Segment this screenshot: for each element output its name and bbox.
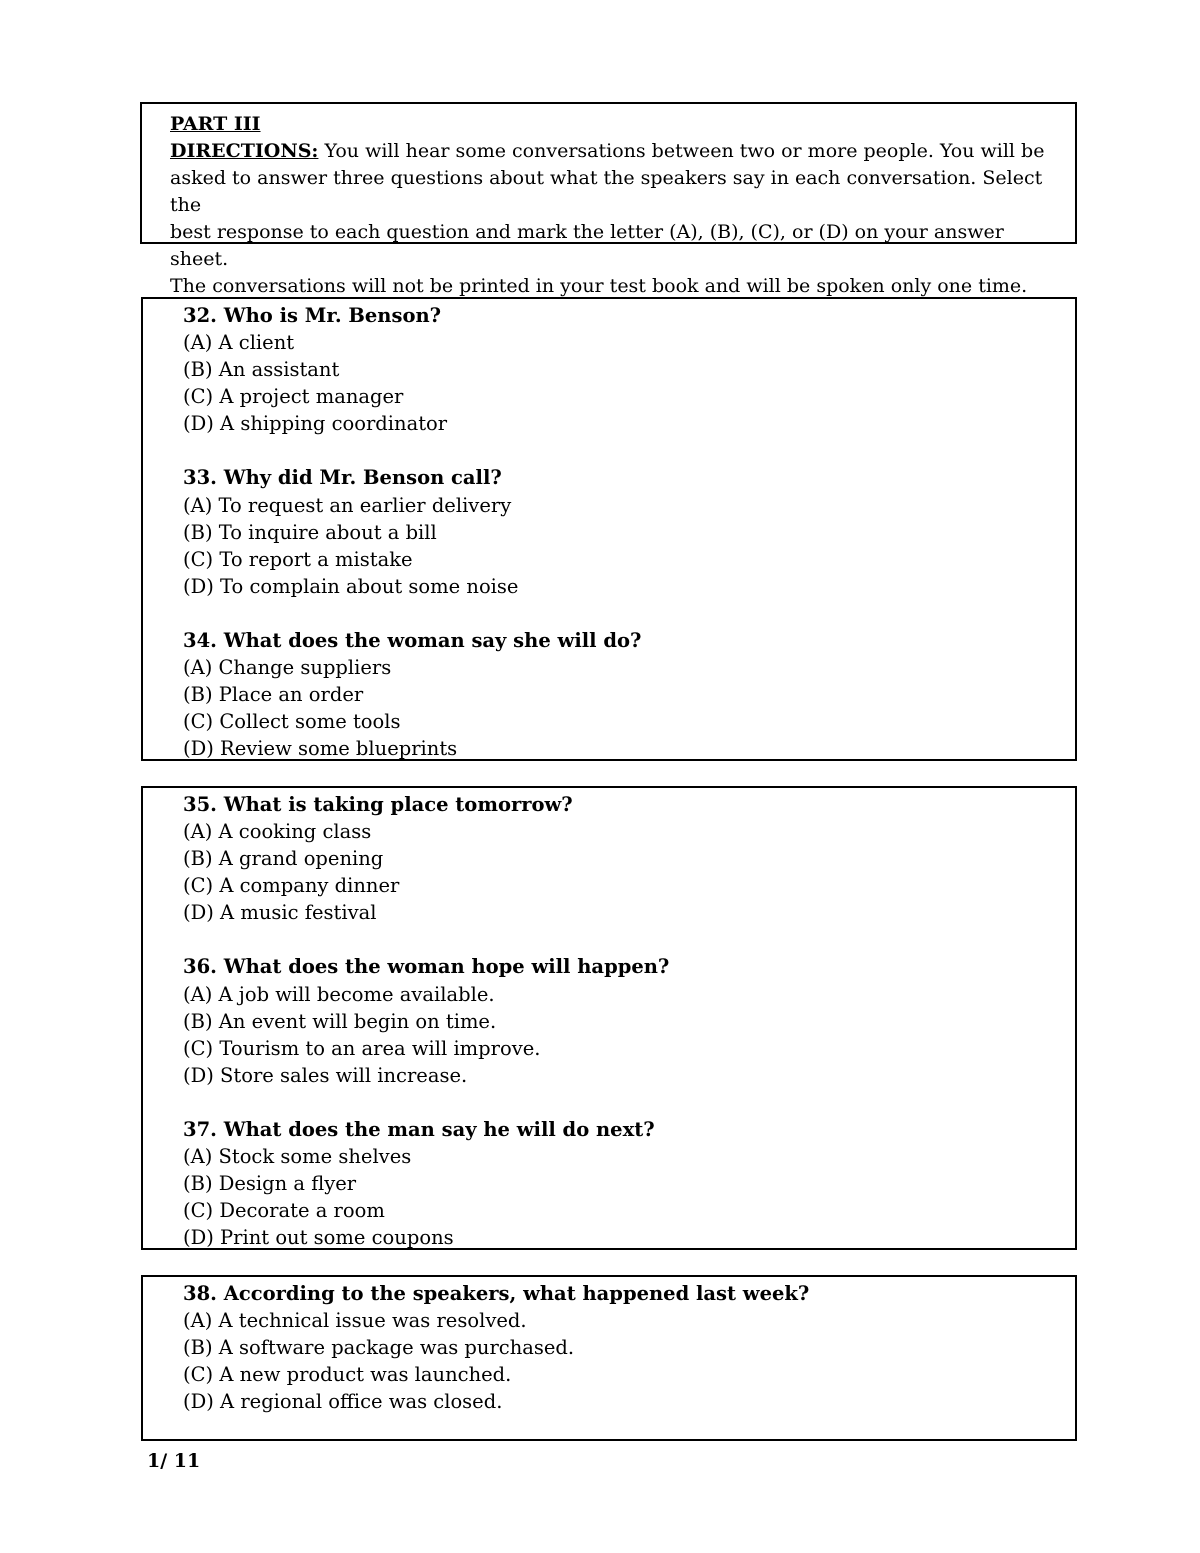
option-a: (A) A cooking class [183, 820, 372, 844]
question-stem: 33. Why did Mr. Benson call? [183, 466, 502, 490]
directions-line-2: asked to answer three questions about what the speakers say in each conversation. Select the [170, 167, 1043, 216]
option-c: (C) Decorate a room [183, 1199, 385, 1223]
option-c: (C) A project manager [183, 385, 404, 409]
question-group-1 [141, 297, 1077, 761]
question-33 [183, 464, 1065, 599]
option-d: (D) To complain about some noise [183, 574, 519, 598]
question-38 [183, 1280, 1065, 1415]
directions-box [140, 102, 1077, 297]
question-group-2 [141, 786, 1077, 1250]
question-stem: 36. What does the woman hope will happen? [183, 955, 670, 979]
option-b: (B) An assistant [183, 358, 340, 382]
option-c: (C) To report a mistake [183, 547, 413, 571]
option-c: (C) A new product was launched. [183, 1363, 512, 1387]
option-a: (A) A job will become available. [183, 982, 495, 1006]
question-stem: 37. What does the man say he will do next? [183, 1117, 655, 1141]
directions-text-1: You will hear some conversations between two or more people. You will be [318, 140, 1045, 162]
option-b: (B) An event will begin on time. [183, 1009, 497, 1033]
option-a: (A) A client [183, 331, 295, 355]
option-d: (D) A music festival [183, 901, 377, 925]
option-c: (C) Collect some tools [183, 710, 401, 734]
directions-line-3: best response to each question and mark the letter (A), (B), (C), or (D) on your answer sheet. [170, 221, 1004, 270]
option-d: (D) Review some blueprints [183, 737, 458, 761]
part-title: PART III [170, 113, 261, 135]
option-d: (D) Store sales will increase. [183, 1063, 468, 1087]
option-a: (A) Stock some shelves [183, 1145, 412, 1169]
question-group-3 [141, 1275, 1077, 1441]
option-b: (B) To inquire about a bill [183, 520, 437, 544]
option-d: (D) Print out some coupons [183, 1226, 454, 1250]
question-stem: 38. According to the speakers, what happened last week? [183, 1282, 810, 1305]
question-37 [183, 1116, 1065, 1251]
option-a: (A) To request an earlier delivery [183, 493, 512, 517]
option-d: (D) A regional office was closed. [183, 1390, 503, 1414]
directions-label: DIRECTIONS: [170, 140, 319, 162]
question-stem: 35. What is taking place tomorrow? [183, 793, 573, 816]
directions-line-1 [170, 138, 1065, 165]
option-b: (B) A grand opening [183, 847, 384, 871]
directions-line-4: The conversations will not be printed in your test book and will be spoken only one time. [170, 275, 1028, 297]
option-a: (A) A technical issue was resolved. [183, 1309, 527, 1333]
option-c: (C) A company dinner [183, 874, 400, 898]
question-stem: 32. Who is Mr. Benson? [183, 304, 442, 327]
question-32 [183, 302, 1065, 437]
option-b: (B) Place an order [183, 683, 364, 707]
question-34 [183, 627, 1065, 762]
option-d: (D) A shipping coordinator [183, 412, 448, 436]
option-c: (C) Tourism to an area will improve. [183, 1036, 541, 1060]
option-b: (B) Design a flyer [183, 1172, 357, 1196]
question-36 [183, 953, 1065, 1088]
option-b: (B) A software package was purchased. [183, 1336, 575, 1360]
option-a: (A) Change suppliers [183, 656, 392, 680]
page-number: 1/ 11 [147, 1450, 201, 1472]
question-stem: 34. What does the woman say she will do? [183, 628, 642, 652]
question-35 [183, 791, 1065, 926]
